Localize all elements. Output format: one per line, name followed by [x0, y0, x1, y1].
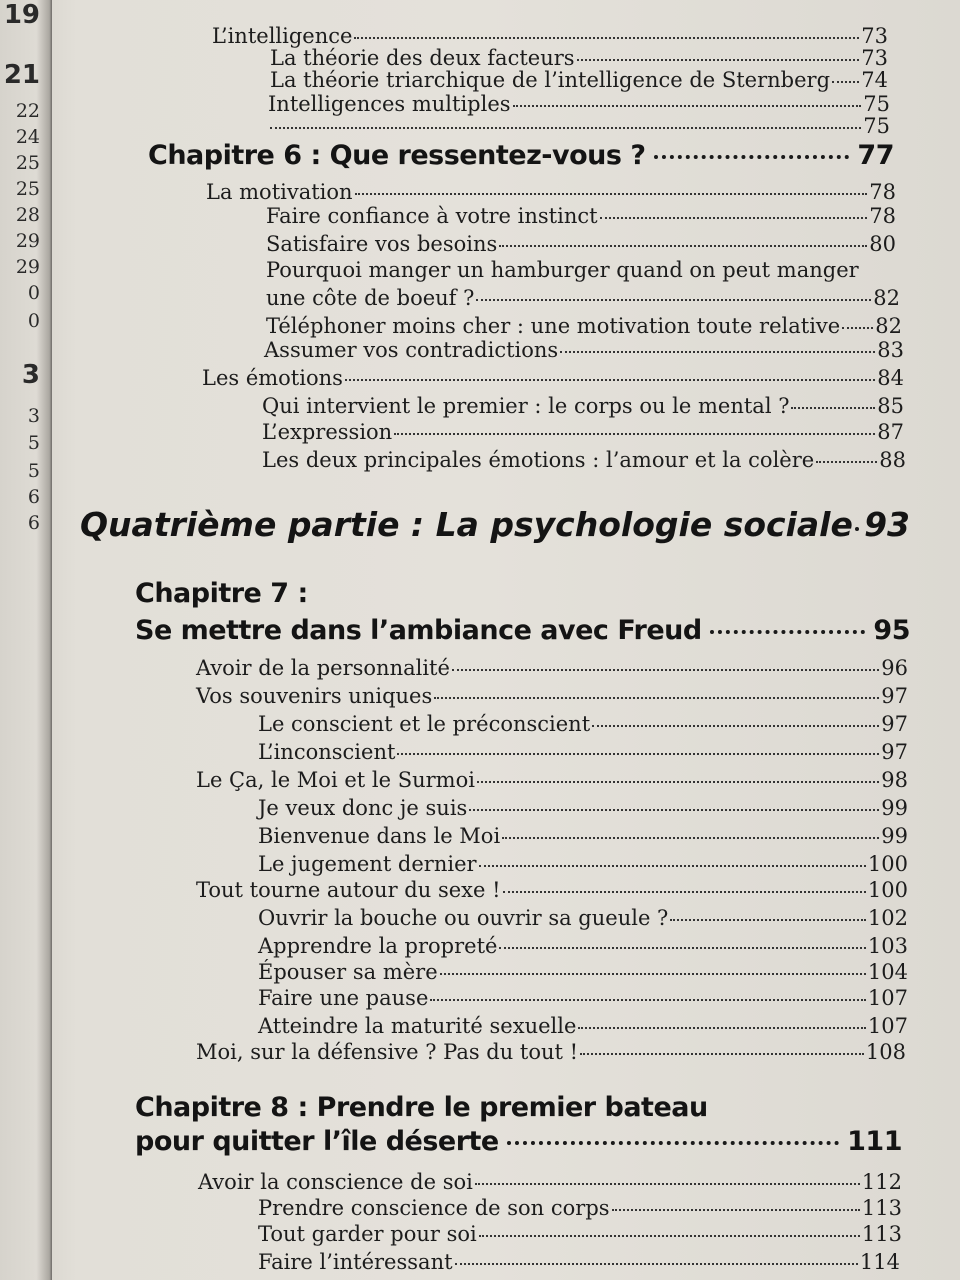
toc-entry-title: Ouvrir la bouche ou ouvrir sa gueule ? [258, 906, 669, 930]
toc-entry-page: 80 [869, 232, 896, 256]
chapter-6-page: 77 [857, 140, 894, 171]
toc-entry-title: L’intelligence [212, 24, 353, 48]
leader-dots [469, 809, 879, 811]
leader-dots [394, 433, 875, 435]
toc-entry [258, 986, 908, 1010]
leader-dots [578, 1027, 866, 1029]
toc-entry-page: 74 [861, 68, 888, 92]
toc-entry-title: Apprendre la propreté [258, 934, 498, 958]
leader-dots [476, 299, 871, 301]
toc-entry-title: Bienvenue dans le Moi [258, 824, 501, 848]
part-4-title: Quatrième partie : La psychologie sociale [80, 505, 853, 544]
leader-dots [600, 217, 868, 219]
toc-entry [262, 448, 906, 472]
leader-dots [612, 1209, 860, 1211]
toc-entry-page: 108 [865, 1040, 906, 1064]
facing-page-number: 29 [15, 230, 40, 252]
chapter-7-heading-line1 [135, 578, 308, 609]
facing-page-number: 3 [27, 405, 40, 427]
toc-entry [266, 204, 896, 228]
leader-dots [479, 1235, 860, 1237]
toc-entry-page: 75 [863, 114, 890, 138]
toc-entry [258, 906, 908, 930]
toc-entry [212, 24, 888, 48]
toc-entry [262, 420, 904, 444]
chapter-8-heading-line1 [135, 1092, 708, 1123]
leader-dots [580, 1053, 864, 1055]
toc-entry-page: 107 [867, 986, 908, 1010]
toc-entry [258, 934, 908, 958]
leader-dots [502, 837, 879, 839]
toc-entry-title: La théorie des deux facteurs [270, 46, 575, 70]
toc-entry [268, 114, 890, 138]
leader-dots [397, 753, 879, 755]
toc-entry-title: Le Ça, le Moi et le Surmoi [196, 768, 475, 792]
toc-entry-title: L’expression [262, 420, 393, 444]
leader-dots [560, 351, 875, 353]
toc-entry-page: 83 [877, 338, 904, 362]
toc-entry-page: 78 [869, 180, 896, 204]
toc-entry-title: Je veux donc je suis [258, 796, 468, 820]
toc-entry-title: Le jugement dernier [258, 852, 477, 876]
part-4-page: 93 [864, 505, 910, 544]
toc-entry-title: La théorie triarchique de l’intelligence de Sternberg [270, 68, 831, 92]
facing-page-number: 6 [27, 512, 40, 534]
toc-entry [258, 1250, 900, 1274]
toc-entry-page: 85 [877, 394, 904, 418]
toc-entry [266, 232, 896, 256]
toc-entry-title: Intelligences multiples [268, 92, 511, 116]
toc-entry-title: Qui intervient le premier : le corps ou le mental ? [262, 394, 790, 418]
leader-dots [354, 37, 859, 39]
facing-page-number: 3 [21, 360, 40, 390]
leader-dots [434, 697, 879, 699]
toc-entry [196, 878, 908, 902]
leader-dots [270, 127, 861, 129]
toc-entry-page: 99 [881, 796, 908, 820]
toc-entry-page: 100 [867, 852, 908, 876]
leader-dots [791, 407, 875, 409]
chapter-7-title: Se mettre dans l’ambiance avec Freud [135, 615, 702, 646]
facing-page-number: 25 [15, 178, 40, 200]
toc-entry [264, 338, 904, 362]
chapter-8-heading-line2 [135, 1126, 902, 1157]
toc-entry-page: 113 [861, 1222, 902, 1246]
toc-entry-title: Assumer vos contradictions [264, 338, 559, 362]
chapter-7-page: 95 [873, 615, 910, 646]
toc-entry-title: Pourquoi manger un hamburger quand on peut manger [266, 258, 859, 282]
chapter-7-label: Chapitre 7 : [135, 578, 308, 609]
leader-dots [710, 630, 866, 634]
toc-entry-title: une côte de boeuf ? [266, 286, 475, 310]
chapter-7-heading-line2 [135, 615, 910, 646]
leader-dots [577, 59, 860, 61]
toc-entry-page: 98 [881, 768, 908, 792]
leader-dots [479, 865, 866, 867]
toc-entry-page: 82 [875, 314, 902, 338]
toc-entry-page: 88 [879, 448, 906, 472]
toc-entry-page: 87 [877, 420, 904, 444]
leader-dots [513, 105, 862, 107]
toc-entry-title: Tout garder pour soi [258, 1222, 477, 1246]
chapter-6-heading [148, 140, 894, 171]
facing-page-number: 6 [27, 486, 40, 508]
leader-dots [507, 1141, 839, 1145]
facing-page-number: 19 [3, 0, 40, 30]
leader-dots [654, 155, 850, 159]
toc-entry-title: Moi, sur la défensive ? Pas du tout ! [196, 1040, 579, 1064]
toc-entry-page: 99 [881, 824, 908, 848]
toc-entry [198, 1170, 902, 1194]
leader-dots [842, 327, 873, 329]
toc-entry [258, 1196, 902, 1220]
toc-entry [266, 314, 902, 338]
toc-entry [258, 852, 908, 876]
leader-dots [499, 245, 867, 247]
leader-dots [430, 999, 866, 1001]
toc-entry-page: 78 [869, 204, 896, 228]
toc-entry-title: Tout tourne autour du sexe ! [196, 878, 501, 902]
toc-entry-title: Vos souvenirs uniques [196, 684, 433, 708]
toc-entry-page: 73 [861, 46, 888, 70]
chapter-8-page: 111 [847, 1126, 902, 1157]
leader-dots [452, 669, 879, 671]
leader-dots [455, 1263, 858, 1265]
part-4-heading [80, 505, 910, 544]
toc-entry-page: 102 [867, 906, 908, 930]
toc-entry-page: 100 [867, 878, 908, 902]
toc-entry-page: 97 [881, 740, 908, 764]
leader-dots [855, 527, 862, 531]
toc-entry-title: Faire confiance à votre instinct [266, 204, 598, 228]
toc-entry-title: Téléphoner moins cher : une motivation toute relative [266, 314, 841, 338]
toc-entry [258, 1222, 902, 1246]
toc-entry-page: 113 [861, 1196, 902, 1220]
leader-dots [592, 725, 879, 727]
toc-entry-title: Avoir de la personnalité [196, 656, 450, 680]
facing-page-number: 29 [15, 256, 40, 278]
toc-entry-page: 97 [881, 712, 908, 736]
toc-entry [258, 796, 908, 820]
toc-entry-page: 112 [861, 1170, 902, 1194]
facing-page-number: 0 [27, 282, 40, 304]
toc-entry-page: 103 [867, 934, 908, 958]
facing-page-number: 25 [15, 152, 40, 174]
toc-entry [196, 768, 908, 792]
chapter-8-title-line2: pour quitter l’île déserte [135, 1126, 499, 1157]
toc-entry [196, 656, 908, 680]
chapter-8-title-line1: Chapitre 8 : Prendre le premier bateau [135, 1092, 708, 1123]
toc-entry [270, 46, 888, 70]
toc-entry-title: Atteindre la maturité sexuelle [258, 1014, 577, 1038]
toc-entry-page: 75 [863, 92, 890, 116]
toc-entry-page: 96 [881, 656, 908, 680]
leader-dots [832, 81, 859, 83]
toc-entry [258, 712, 908, 736]
toc-entry-page: 107 [867, 1014, 908, 1038]
toc-entry [258, 960, 908, 984]
toc-entry [258, 824, 908, 848]
toc-entry-page: 84 [877, 366, 904, 390]
toc-entry [206, 180, 896, 204]
toc-entry-page: 104 [867, 960, 908, 984]
toc-entry-title: L’inconscient [258, 740, 396, 764]
facing-page-number: 24 [15, 126, 40, 148]
chapter-6-title: Chapitre 6 : Que ressentez-vous ? [148, 140, 646, 171]
leader-dots [503, 891, 866, 893]
toc-entry [266, 286, 900, 310]
facing-page-number: 5 [27, 460, 40, 482]
toc-entry-title: La motivation [206, 180, 353, 204]
facing-page-number: 21 [3, 60, 40, 90]
facing-page-edge [0, 0, 52, 1280]
toc-entry [270, 68, 888, 92]
leader-dots [499, 947, 865, 949]
toc-entry [262, 394, 904, 418]
toc-entry [196, 1040, 906, 1064]
toc-entry-title: Avoir la conscience de soi [198, 1170, 473, 1194]
toc-entry-title: Satisfaire vos besoins [266, 232, 498, 256]
leader-dots [670, 919, 866, 921]
leader-dots [345, 379, 875, 381]
toc-entry-title: Faire l’intéressant [258, 1250, 453, 1274]
facing-page-number: 5 [27, 432, 40, 454]
toc-entry-page: 114 [859, 1250, 900, 1274]
toc-entry-title: Le conscient et le préconscient [258, 712, 591, 736]
toc-entry [258, 1014, 908, 1038]
toc-entry [196, 684, 908, 708]
toc-entry-title: Épouser sa mère [258, 960, 438, 984]
toc-entry-page: 82 [873, 286, 900, 310]
toc-entry-title: Prendre conscience de son corps [258, 1196, 610, 1220]
facing-page-number: 28 [15, 204, 40, 226]
toc-entry [268, 92, 890, 116]
leader-dots [440, 973, 866, 975]
toc-entry [202, 366, 904, 390]
leader-dots [816, 461, 877, 463]
toc-entry-page: 97 [881, 684, 908, 708]
toc-entry [258, 740, 908, 764]
leader-dots [475, 1183, 860, 1185]
facing-page-number: 22 [15, 100, 40, 122]
toc-entry-title: Faire une pause [258, 986, 429, 1010]
toc-entry-title: Les émotions [202, 366, 343, 390]
leader-dots [355, 193, 868, 195]
toc-entry-title: Les deux principales émotions : l’amour et la colère [262, 448, 815, 472]
leader-dots [477, 781, 879, 783]
facing-page-number: 0 [27, 310, 40, 332]
toc-entry [266, 258, 866, 282]
toc-entry-page: 73 [861, 24, 888, 48]
